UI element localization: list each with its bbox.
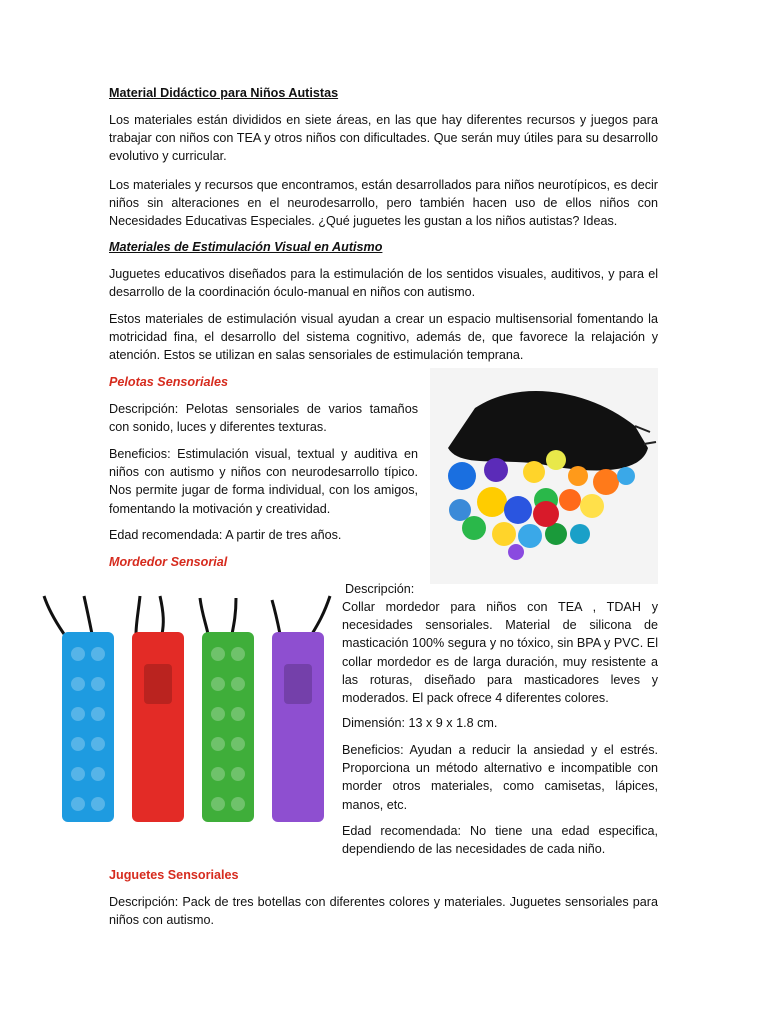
juguetes-description: Descripción: Pack de tres botellas con diferentes colores y materiales. Juguetes sensoriales para niños con autismo. [109,895,658,928]
mordedor-benefits: Beneficios: Ayudan a reducir la ansiedad y el estrés. Proporciona un método alternativo e incompatible con morder otros materiales, como camisetas, lápices, manos, etc. [342,743,658,812]
necklace-red [132,632,184,822]
visual-section-heading: Materiales de Estimulación Visual en Autismo [109,240,383,254]
chew-necklaces-image [40,594,332,854]
mordedor-description: Collar mordedor para niños con TEA , TDAH y necesidades sensoriales. Material de silicona de masticación 100% segura y no tóxico, sin BPA y PVC. El collar mordedor es de larga duración, muy resistente a las roturas, diseñado para masticadores leves y moderados. El pack ofrece 4 diferentes colores. [342,600,658,706]
pelotas-age: Edad recomendada: A partir de tres años. [109,528,342,542]
page-title: Material Didáctico para Niños Autistas [109,86,339,100]
visual-paragraph-2: Estos materiales de estimulación visual ayudan a crear un espacio multisensorial fomentando la motricidad fina, el desarrollo del sistema cognitivo, además de, que favorece la relajación y atención. Estos se utilizan en salas sensoriales de estimulación temprana. [109,312,658,363]
visual-paragraph-1: Juguetes educativos diseñados para la estimulación de los sentidos visuales, auditivos, y para el desarrollo de la coordinación óculo-manual en niños con autismo. [109,267,658,300]
intro-paragraph-1: Los materiales están divididos en siete áreas, en las que hay diferentes recursos y juegos para trabajar con niños con TEA y otros niños con dificultades. Que serán muy útiles para su desarrollo evolutivo y curricular. [109,113,658,164]
intro-paragraph-2: Los materiales y recursos que encontramos, están desarrollados para niños neurotípicos, es decir niños sin alteraciones en el neurodesarrollo, pero también hacen uso de ellos niños con Necesidades Educativas Especiales. ¿Qué juguetes les gustan a los niños autistas? Ideas. [109,178,658,229]
pelotas-benefits: Beneficios: Estimulación visual, textual y auditiva en niños con autismo y niños con neurodesarrollo típico. Nos permite jugar de forma individual, con los amigos, fomentando la motivación y creatividad. [109,447,418,516]
mordedor-heading: Mordedor Sensorial [109,555,228,569]
mordedor-age: Edad recomendada: No tiene una edad especifica, dependiendo de las necesidades de cada niño. [342,824,658,857]
juguetes-heading: Juguetes Sensoriales [109,868,239,882]
pelotas-heading: Pelotas Sensoriales [109,375,229,389]
mordedor-description-label: Descripción: [345,582,415,596]
necklace-purple [272,632,324,822]
sensory-balls-image [430,368,658,584]
necklace-green [202,632,254,822]
mordedor-dimension: Dimensión: 13 x 9 x 1.8 cm. [342,716,498,730]
pelotas-description: Descripción: Pelotas sensoriales de varios tamaños con sonido, luces y diferentes texturas. [109,402,418,435]
necklace-blue [62,632,114,822]
